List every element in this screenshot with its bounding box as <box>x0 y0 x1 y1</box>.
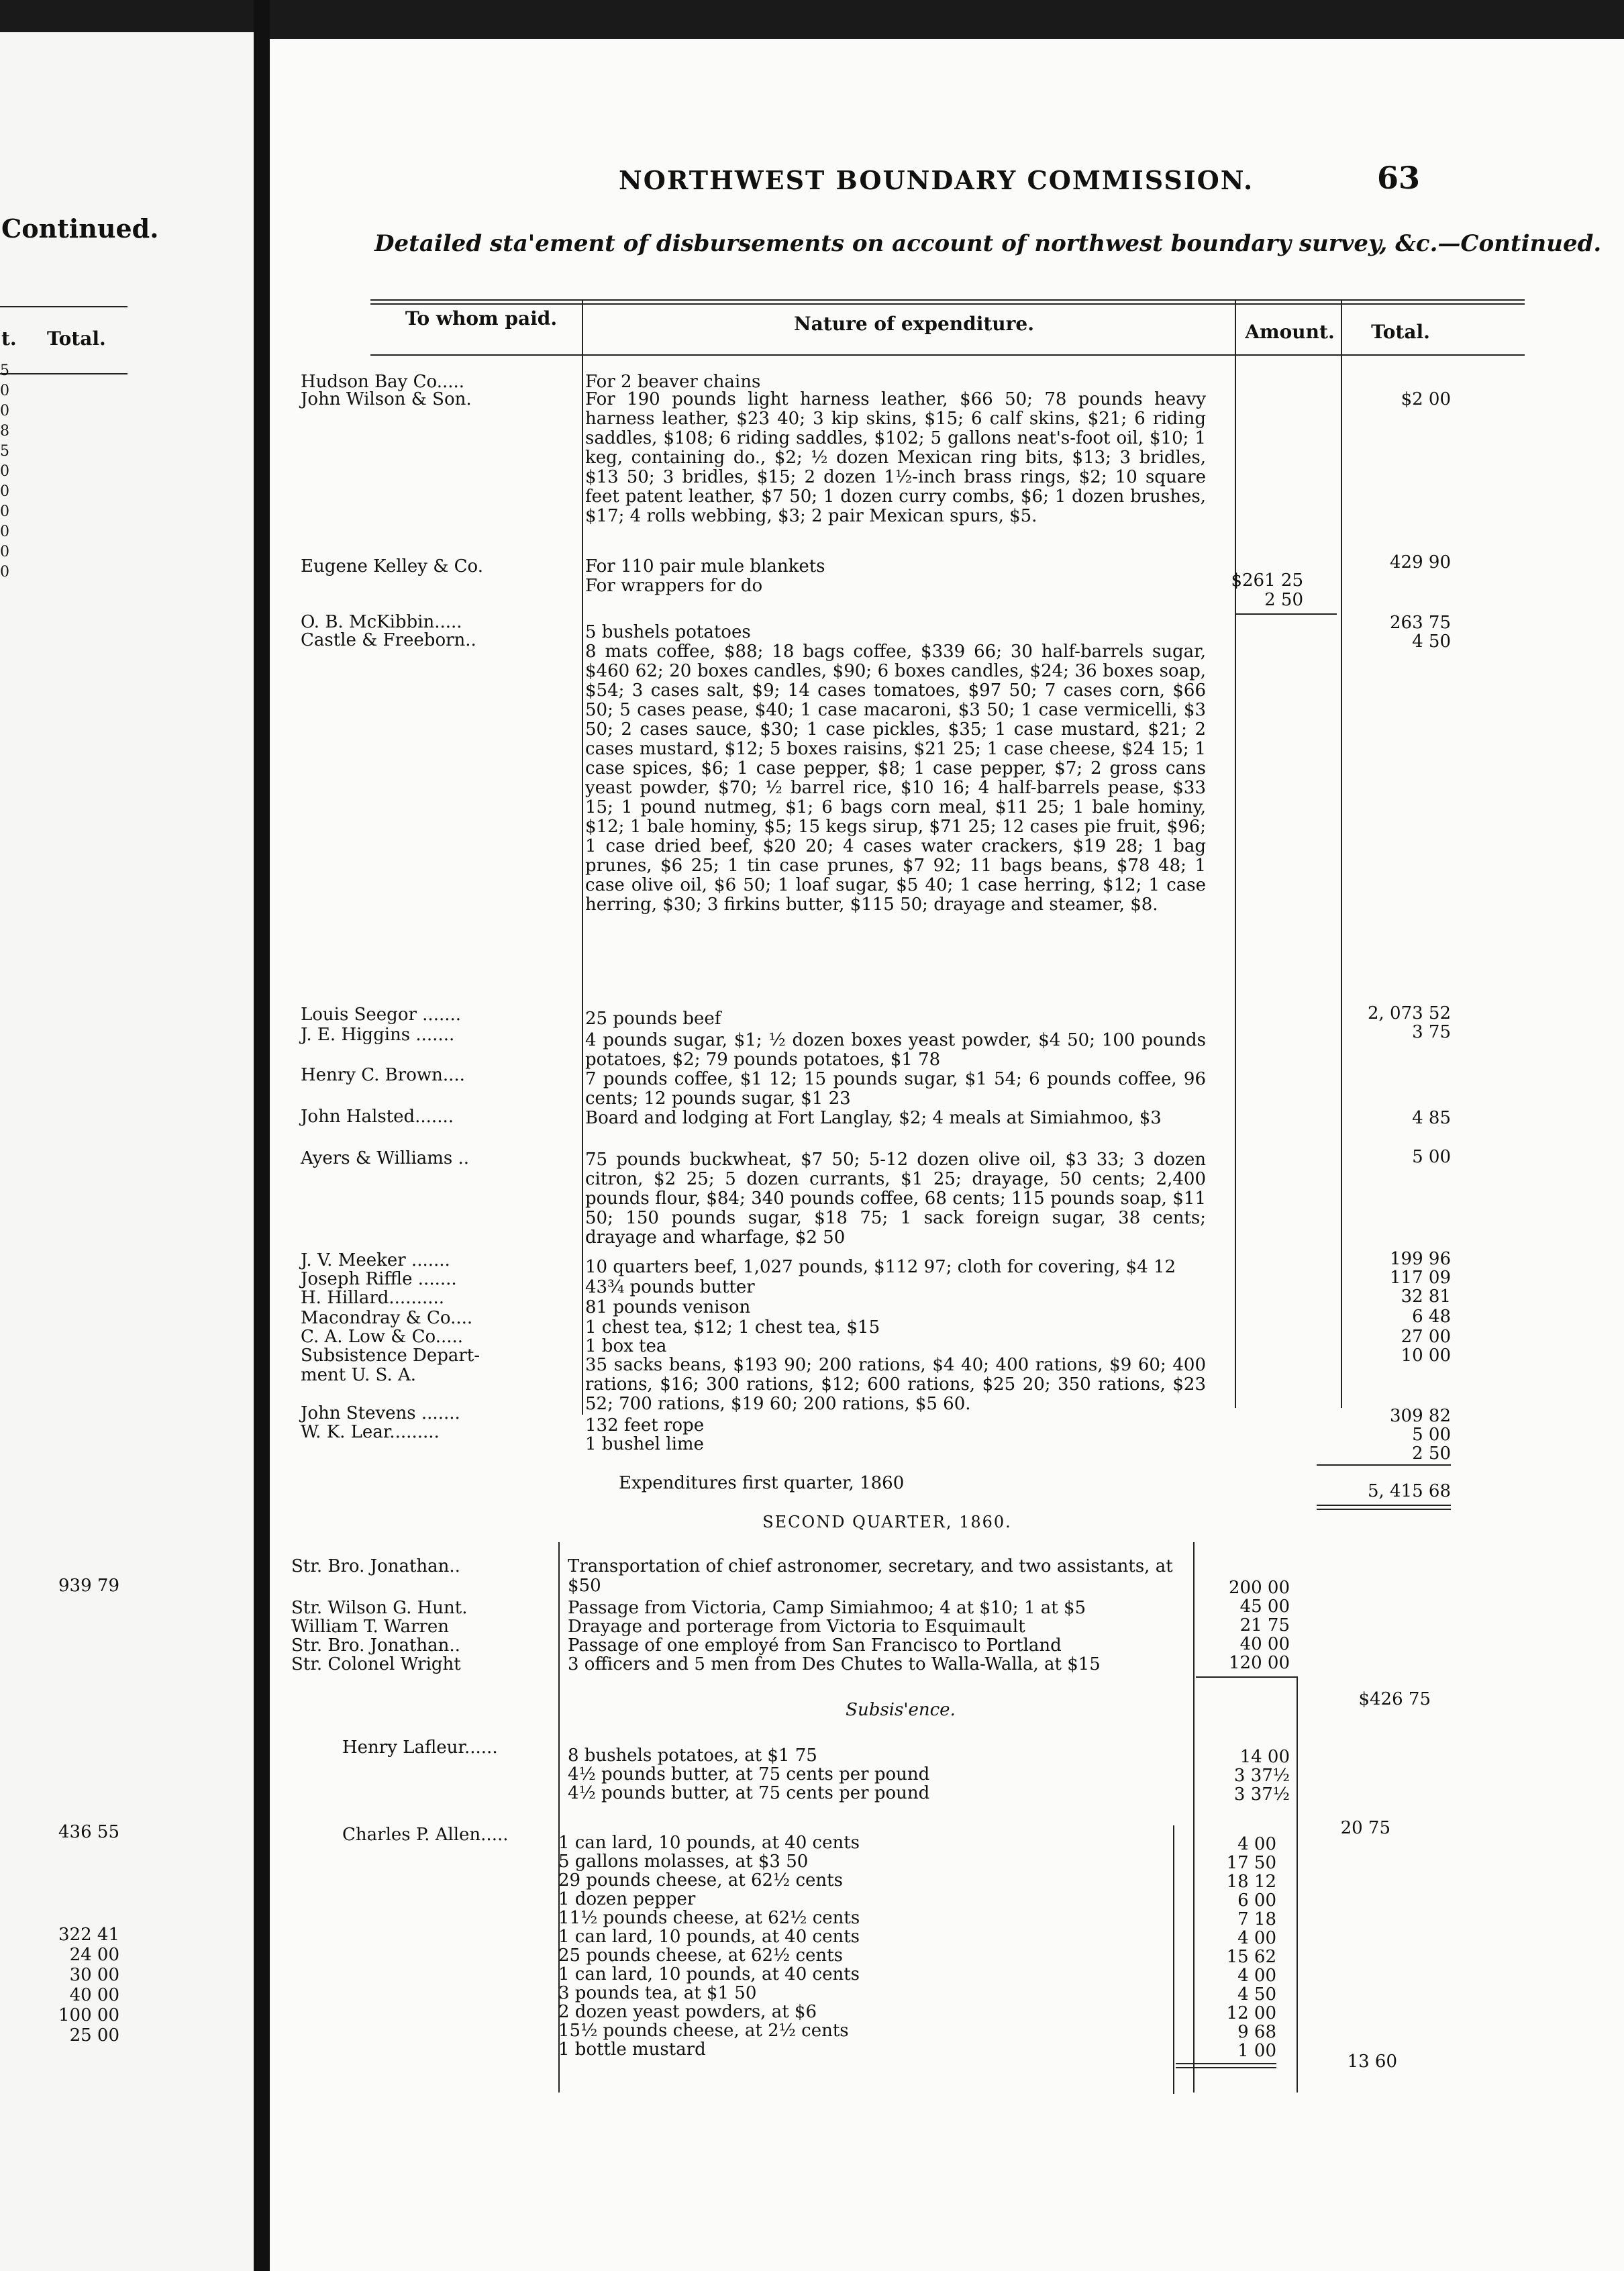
left-total: 40 00 <box>69 1985 119 2005</box>
second-quarter-heading: SECOND QUARTER, 1860. <box>762 1513 1012 1531</box>
column-header-payee: To whom paid. <box>405 307 558 330</box>
nature-of-expenditure: 4½ pounds butter, at 75 cents per pound <box>568 1764 930 1784</box>
total-value: 10 00 <box>1401 1346 1451 1366</box>
payee: Str. Wilson G. Hunt. <box>291 1598 468 1618</box>
page-gutter <box>254 0 270 2271</box>
left-edge-char: 0 <box>0 403 9 419</box>
left-total: 25 00 <box>69 2025 119 2046</box>
payee: Henry Lafleur...... <box>342 1737 498 1758</box>
payee: O. B. McKibbin..... <box>301 612 462 632</box>
total-value: 6 48 <box>1412 1307 1451 1327</box>
nature-of-expenditure: Board and lodging at Fort Langlay, $2; 4 meals at Simiahmoo, $3 <box>585 1108 1162 1128</box>
total-value: 3 75 <box>1412 1022 1451 1042</box>
nature-of-expenditure: 15½ pounds cheese, at 2½ cents <box>558 2021 849 2041</box>
left-header-amount: t. <box>1 327 17 350</box>
payee: John Halsted....... <box>301 1107 454 1127</box>
payee: J. V. Meeker ....... <box>301 1250 450 1270</box>
nature-of-expenditure: 7 pounds coffee, $1 12; 15 pounds sugar, $1 54; 6 pounds coffee, 96 cents; 12 pounds sugar, $1 23 <box>585 1069 1206 1109</box>
column-header-total: Total. <box>1371 321 1430 343</box>
left-edge-char: 0 <box>0 503 9 520</box>
amount-value: 4 00 <box>1237 1834 1276 1854</box>
nature-of-expenditure: 1 bottle mustard <box>558 2039 706 2060</box>
amount-value: 9 68 <box>1237 2022 1276 2042</box>
payee: Charles P. Allen..... <box>342 1825 509 1845</box>
total-value: 117 09 <box>1390 1268 1451 1288</box>
payee: Str. Bro. Jonathan.. <box>291 1635 460 1656</box>
header-bottom-rule <box>370 354 1525 356</box>
subtotal-rule <box>1176 2067 1276 2068</box>
amount-value: 7 18 <box>1237 1909 1276 1929</box>
left-total: 939 79 <box>58 1576 119 1596</box>
payee: H. Hillard.......... <box>301 1288 445 1308</box>
payee: Ayers & Williams .. <box>301 1148 470 1168</box>
quarter-rule <box>1317 1464 1451 1466</box>
column-divider <box>1341 301 1342 1408</box>
total-value: 4 50 <box>1412 632 1451 652</box>
amount-value: 18 12 <box>1226 1872 1276 1892</box>
left-edge-char: 5 <box>0 362 9 379</box>
payee: Macondray & Co.... <box>301 1308 473 1328</box>
left-edge-char: 8 <box>0 423 9 440</box>
left-edge-char: 0 <box>0 564 9 581</box>
nature-of-expenditure: 4 pounds sugar, $1; ½ dozen boxes yeast powder, $4 50; 100 pounds potatoes, $2; 79 pounds potatoes, $1 78 <box>585 1030 1206 1070</box>
amount-value: 45 00 <box>1239 1597 1290 1617</box>
nature-of-expenditure: 1 dozen pepper <box>558 1889 696 1909</box>
payee: C. A. Low & Co..... <box>301 1327 464 1347</box>
total-value: 27 00 <box>1401 1327 1451 1347</box>
nature-of-expenditure: For 2 beaver chains <box>585 372 761 392</box>
total-value: 309 82 <box>1390 1406 1451 1426</box>
total-value: $2 00 <box>1401 389 1451 409</box>
nature-of-expenditure: 11½ pounds cheese, at 62½ cents <box>558 1908 860 1928</box>
subsistence-heading: Subsis'ence. <box>846 1700 956 1720</box>
column-divider <box>1173 1825 1174 2094</box>
subtotal-rule <box>1176 2063 1276 2064</box>
nature-of-expenditure: 8 bushels potatoes, at $1 75 <box>568 1746 817 1766</box>
nature-of-expenditure: 1 can lard, 10 pounds, at 40 cents <box>558 1964 860 1984</box>
amount-value: 40 00 <box>1239 1634 1290 1654</box>
table-top-rule <box>370 299 1525 301</box>
left-continued: Continued. <box>1 213 159 244</box>
subtotal-rule <box>1236 613 1337 615</box>
nature-of-expenditure: 1 box tea <box>585 1336 667 1356</box>
nature-of-expenditure: Passage of one employé from San Francisco to Portland <box>568 1635 1062 1656</box>
nature-of-expenditure: 4½ pounds butter, at 75 cents per pound <box>568 1783 930 1803</box>
total-value: 32 81 <box>1401 1286 1451 1307</box>
amount-value: 6 00 <box>1237 1890 1276 1911</box>
amount-value: 12 00 <box>1226 2003 1276 2023</box>
nature-of-expenditure: 29 pounds cheese, at 62½ cents <box>558 1870 843 1890</box>
nature-of-expenditure: Drayage and porterage from Victoria to Esquimault <box>568 1617 1025 1637</box>
table-top-rule <box>370 303 1525 305</box>
payee: Henry C. Brown.... <box>301 1065 465 1085</box>
quarter-rule <box>1317 1505 1451 1506</box>
left-edge-char: 0 <box>0 483 9 500</box>
nature-of-expenditure: 2 dozen yeast powders, at $6 <box>558 2002 817 2022</box>
amount-value: 2 50 <box>1264 590 1303 610</box>
first-quarter-label: Expenditures first quarter, 1860 <box>619 1473 905 1493</box>
nature-of-expenditure: 25 pounds beef <box>585 1009 721 1029</box>
amount-value: 4 00 <box>1237 1928 1276 1948</box>
payee: Hudson Bay Co..... <box>301 372 465 392</box>
nature-of-expenditure: 1 can lard, 10 pounds, at 40 cents <box>558 1927 860 1947</box>
column-divider <box>1235 301 1236 1408</box>
nature-of-expenditure: 25 pounds cheese, at 62½ cents <box>558 1946 843 1966</box>
payee: Str. Bro. Jonathan.. <box>291 1556 460 1576</box>
quarter-rule <box>1317 1509 1451 1510</box>
left-total: 100 00 <box>58 2005 119 2025</box>
amount-value: 3 37½ <box>1233 1766 1290 1786</box>
total-value: 5 00 <box>1412 1147 1451 1167</box>
final-total: 13 60 <box>1347 2052 1397 2072</box>
column-header-amount: Amount. <box>1245 321 1335 343</box>
nature-of-expenditure: Transportation of chief astronomer, secretary, and two assistants, at $50 <box>568 1556 1173 1596</box>
column-divider <box>582 301 583 1415</box>
subtotal-rule <box>1196 1676 1297 1678</box>
left-total: 30 00 <box>69 1965 119 1985</box>
amount-value: $261 25 <box>1231 570 1303 591</box>
payee: Str. Colonel Wright <box>291 1654 461 1674</box>
transport-total: $426 75 <box>1358 1689 1431 1709</box>
amount-value: 120 00 <box>1229 1653 1290 1673</box>
left-edge-char: 0 <box>0 523 9 540</box>
first-quarter-total: 5, 415 68 <box>1367 1481 1451 1501</box>
nature-of-expenditure: 10 quarters beef, 1,027 pounds, $112 97; cloth for covering, $4 12 <box>585 1257 1176 1277</box>
total-value: 199 96 <box>1390 1249 1451 1269</box>
nature-of-expenditure: 1 chest tea, $12; 1 chest tea, $15 <box>585 1317 880 1338</box>
payee: Subsistence Depart- ment U. S. A. <box>301 1346 480 1385</box>
total-value: 5 00 <box>1412 1425 1451 1445</box>
table-subtitle: Detailed sta'ement of disbursements on account of northwest boundary survey, &c.—Continued. <box>374 230 1602 257</box>
nature-of-expenditure: 5 gallons molasses, at $3 50 <box>558 1852 809 1872</box>
nature-of-expenditure: 3 officers and 5 men from Des Chutes to Walla-Walla, at $15 <box>568 1654 1101 1674</box>
payee: Joseph Riffle ....... <box>301 1269 457 1289</box>
amount-value: 1 00 <box>1237 2041 1276 2061</box>
nature-of-expenditure: 35 sacks beans, $193 90; 200 rations, $4 40; 400 rations, $9 60; 400 rations, $16; 300 rations, $12; 600 rations, $25 20; 350 rations, $23 52; 700 rations, $19 60; 200 rations, $5 60. <box>585 1355 1206 1414</box>
amount-value: 4 00 <box>1237 1966 1276 1986</box>
amount-value: 14 00 <box>1239 1747 1290 1767</box>
payee: John Wilson & Son. <box>301 389 472 409</box>
nature-of-expenditure: 5 bushels potatoes <box>585 622 751 642</box>
page-number: 63 <box>1377 160 1421 196</box>
left-rule <box>0 373 128 374</box>
nature-of-expenditure: 132 feet rope <box>585 1415 705 1435</box>
amount-value: 21 75 <box>1239 1615 1290 1635</box>
right-page <box>270 39 1624 2271</box>
left-page <box>0 32 254 2271</box>
left-edge-char: 0 <box>0 544 9 560</box>
total-value: 429 90 <box>1390 552 1451 572</box>
left-rule <box>0 306 128 307</box>
lafleur-total: 20 75 <box>1340 1818 1390 1838</box>
running-head: NORTHWEST BOUNDARY COMMISSION. <box>619 165 1254 195</box>
nature-of-expenditure: For 110 pair mule blankets <box>585 556 825 576</box>
nature-of-expenditure: For wrappers for do <box>585 576 763 596</box>
payee: William T. Warren <box>291 1617 449 1637</box>
nature-of-expenditure: 1 bushel lime <box>585 1434 704 1454</box>
payee: Eugene Kelley & Co. <box>301 556 483 576</box>
amount-value: 3 37½ <box>1233 1784 1290 1805</box>
nature-of-expenditure: 75 pounds buckwheat, $7 50; 5-12 dozen olive oil, $3 33; 3 dozen citron, $2 25; 5 dozen currants, $1 25; drayage, 50 cents; 2,400 pounds flour, $84; 340 pounds coffee, 68 cents; 115 pounds soap, $11 50; 150 pounds sugar, $18 75; 1 sack foreign sugar, 38 cents; drayage and wharfage, $2 50 <box>585 1150 1206 1248</box>
nature-of-expenditure: For 190 pounds light harness leather, $66 50; 78 pounds heavy harness leather, $23 40; 3 kip skins, $15; 6 calf skins, $21; 6 riding saddles, $108; 6 riding saddles, $102; 5 gallons neat's-foot oil, $10; 1 keg, containing do., $2; ½ dozen Mexican ring bits, $13; 3 bridles, $13 50; 3 bridles, $15; 2 dozen 1½-inch brass rings, $2; 10 square feet patent leather, $7 50; 1 dozen curry combs, $6; 1 dozen brushes, $17; 4 rolls webbing, $3; 2 pair Mexican spurs, $5. <box>585 389 1206 526</box>
left-edge-char: 0 <box>0 463 9 480</box>
nature-of-expenditure: 81 pounds venison <box>585 1297 751 1317</box>
payee: J. E. Higgins ....... <box>301 1025 455 1045</box>
amount-value: 15 62 <box>1226 1947 1276 1967</box>
amount-value: 200 00 <box>1229 1578 1290 1598</box>
left-total: 436 55 <box>58 1822 119 1842</box>
total-value: 2, 073 52 <box>1367 1003 1451 1023</box>
nature-of-expenditure: 43¾ pounds butter <box>585 1277 755 1297</box>
payee: Louis Seegor ....... <box>301 1005 462 1025</box>
left-header-total: Total. <box>47 327 106 350</box>
left-edge-char: 5 <box>0 443 9 460</box>
nature-of-expenditure: 8 mats coffee, $88; 18 bags coffee, $339 66; 30 half-barrels sugar, $460 62; 20 boxes candles, $90; 6 boxes candles, $24; 36 boxes soap, $54; 3 cases salt, $9; 14 cases tomatoes, $97 50; 7 cases corn, $66 50; 5 cases pease, $40; 1 case macaroni, $3 50; 1 case vermicelli, $3 50; 2 cases sauce, $30; 1 case pickles, $35; 1 case mustard, $21; 2 cases mustard, $12; 5 boxes raisins, $21 25; 1 case cheese, $24 15; 1 case spices, $6; 1 case pepper, $8; 1 case pepper, $7; 2 gross cans yeast powder, $70; ½ barrel rice, $10 16; 4 half-barrels pease, $33 15; 1 pound nutmeg, $1; 6 bags corn meal, $11 25; 1 bale hominy, $12; 1 bale hominy, $5; 15 kegs sirup, $71 25; 12 cases pie fruit, $96; 1 case dried beef, $20 20; 4 cases water crackers, $19 28; 1 bag prunes, $6 25; 1 tin case prunes, $7 92; 11 bags beans, $78 48; 1 case olive oil, $6 50; 1 loaf sugar, $5 40; 1 case herring, $12; 1 case herring, $30; 3 firkins butter, $115 50; drayage and steamer, $8. <box>585 642 1206 915</box>
nature-of-expenditure: 3 pounds tea, at $1 50 <box>558 1983 757 2003</box>
payee: John Stevens ....... <box>301 1403 460 1423</box>
payee: W. K. Lear......... <box>301 1422 440 1442</box>
total-value: 2 50 <box>1412 1444 1451 1464</box>
amount-value: 4 50 <box>1237 1984 1276 2005</box>
nature-of-expenditure: 1 can lard, 10 pounds, at 40 cents <box>558 1833 860 1853</box>
column-divider <box>1297 1676 1298 2092</box>
amount-value: 17 50 <box>1226 1853 1276 1873</box>
total-value: 4 85 <box>1412 1108 1451 1128</box>
total-value: 263 75 <box>1390 613 1451 633</box>
left-edge-char: 0 <box>0 383 9 399</box>
column-header-nature: Nature of expenditure. <box>794 313 1034 335</box>
left-total: 322 41 <box>58 1925 119 1945</box>
left-total: 24 00 <box>69 1945 119 1965</box>
nature-of-expenditure: Passage from Victoria, Camp Simiahmoo; 4 at $10; 1 at $5 <box>568 1598 1086 1618</box>
payee: Castle & Freeborn.. <box>301 630 476 650</box>
